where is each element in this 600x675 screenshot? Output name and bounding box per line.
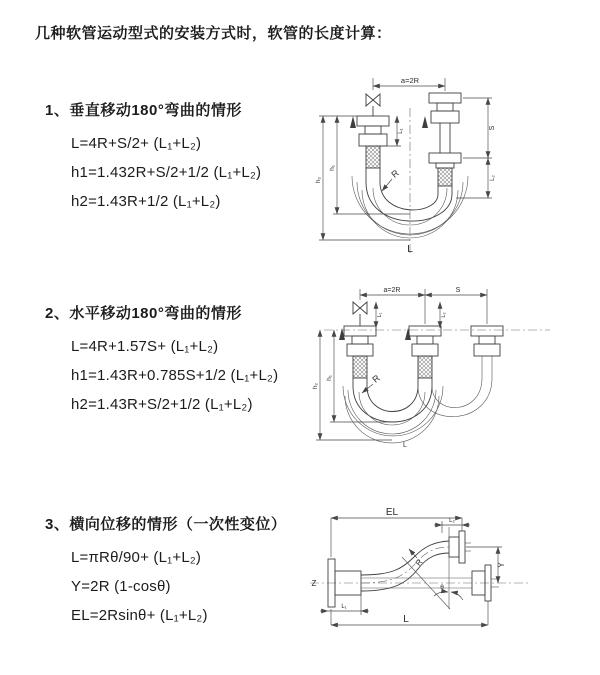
formula-line: EL=2Rsinθ+ (L₁+L₂) <box>71 607 208 624</box>
right-flange-ghost <box>471 326 503 378</box>
valve-icon <box>366 94 380 116</box>
section-2-heading: 2、水平移动180°弯曲的情形 <box>45 305 242 322</box>
dim-label-s: S <box>489 125 496 131</box>
lateral-displacement-diagram <box>300 505 580 653</box>
dimension-l1 <box>381 116 404 146</box>
middle-flange <box>409 326 441 356</box>
section-3-heading: 3、横向位移的情形（一次性变位） <box>45 516 287 533</box>
break-symbol: Z <box>311 579 317 588</box>
valve-icon <box>353 302 367 326</box>
dimension-span <box>373 76 445 91</box>
dim-label-h2: h₂ <box>312 382 319 390</box>
horizontal-180-bend-diagram <box>312 282 570 450</box>
formula-line: L=4R+1.57S+ (L₁+L₂) <box>71 338 219 355</box>
dim-label-r: R <box>389 167 401 180</box>
radius-callout <box>382 167 401 191</box>
formula-line: Y=2R (1-cosθ) <box>71 578 171 595</box>
dim-label-l2: L₂ <box>441 312 447 318</box>
dim-label-el: EL <box>385 507 399 518</box>
dim-label-l: L <box>403 442 407 449</box>
dimension-el <box>331 507 462 557</box>
dim-label-span: a=2R <box>400 76 420 85</box>
dimension-l1 <box>320 595 369 615</box>
radius-callout <box>409 549 425 567</box>
formula-line: h1=1.432R+S/2+1/2 (L₁+L₂) <box>71 164 262 181</box>
right-flange-mid <box>429 153 461 168</box>
dimension-h2 <box>312 330 392 440</box>
dim-label-l2: L₂ <box>490 175 496 181</box>
dim-label-h1: h₁ <box>329 165 336 171</box>
u-bend-ghost <box>418 378 492 417</box>
formula-line: h1=1.43R+0.785S+1/2 (L₁+L₂) <box>71 367 279 384</box>
right-flange-top <box>429 93 461 153</box>
right-hose <box>438 168 452 194</box>
dim-label-l2: L₂ <box>449 518 455 524</box>
dimension-l <box>331 601 488 625</box>
formula-line: L=πRθ/90+ (L₁+L₂) <box>71 549 202 566</box>
dim-label-r: R <box>370 372 382 385</box>
vertical-180-bend-diagram <box>313 70 565 260</box>
formula-line: h2=1.43R+1/2 (L₁+L₂) <box>71 193 221 210</box>
section-3 <box>45 513 286 630</box>
dim-label-l1: L₁ <box>341 604 347 610</box>
dim-label-span: a=2R <box>383 287 401 294</box>
section-2 <box>45 302 278 419</box>
dimension-s <box>463 98 496 158</box>
dimension-l1 <box>376 302 383 328</box>
dim-label-l1: L₁ <box>377 312 383 318</box>
dim-label-l: L <box>403 614 409 625</box>
left-flange <box>357 116 389 146</box>
dim-label-y: Y <box>497 562 506 568</box>
left-hose <box>353 356 367 386</box>
u-bend-arcs <box>343 386 443 443</box>
dimension-l2 <box>440 302 447 328</box>
motion-arrow-icon <box>422 116 428 128</box>
dim-label-l1: L₁ <box>398 128 404 134</box>
section-1-heading: 1、垂直移动180°弯曲的情形 <box>45 102 242 119</box>
page-title: 几种软管运动型式的安装方式时，软管的长度计算： <box>35 25 392 42</box>
dim-label-h2: h₂ <box>315 176 322 184</box>
dim-label-r: R <box>413 557 425 568</box>
dim-label-s: S <box>455 287 461 294</box>
s-curve-hose <box>361 541 449 591</box>
section-1 <box>45 99 261 216</box>
motion-arrow-icon <box>350 116 356 128</box>
formula-line: L=4R+S/2+ (L₁+L₂) <box>71 135 202 152</box>
formula-line: h2=1.43R+S/2+1/2 (L₁+L₂) <box>71 396 253 413</box>
dim-label-theta: θ <box>440 584 444 591</box>
dim-label-h1: h₁ <box>326 375 333 381</box>
middle-hose <box>418 356 432 386</box>
left-flange <box>344 326 376 356</box>
dimension-s <box>425 287 487 295</box>
left-hose <box>366 146 380 182</box>
dim-label-l: L <box>407 244 413 255</box>
